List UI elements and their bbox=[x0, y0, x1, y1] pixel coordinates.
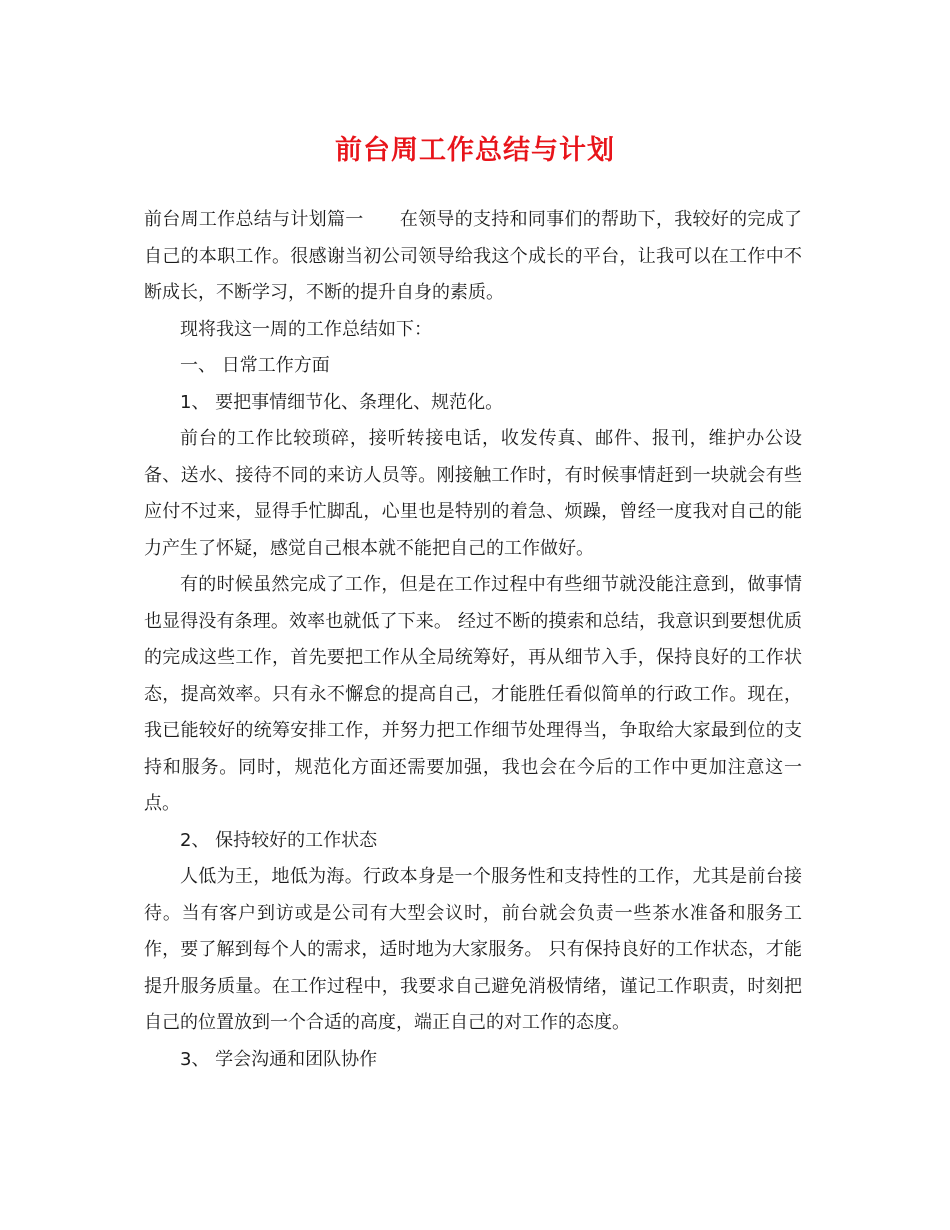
intro-text: 在领导的支持和同事们的帮助下，我较好的完成了自己的本职工作。很感谢当初公司领导给我这个成长的平台，让我可以在工作中不断成长，不断学习，不断的提升自身的素质。 bbox=[144, 209, 802, 303]
paragraph-front-desk-duties: 前台的工作比较琐碎，接听转接电话，收发传真、邮件、报刊，维护办公设备、送水、接待不同的来访人员等。刚接触工作时，有时候事情赶到一块就会有些应付不过来，显得手忙脚乱，心里也是特别的着急、烦躁，曾经一度我对自己的能力产生了怀疑，感觉自己根本就不能把自己的工作做好。 bbox=[144, 428, 802, 559]
intro-label: 前台周工作总结与计划篇一 bbox=[144, 209, 364, 230]
subheading-communication: 3、 学会沟通和团队协作 bbox=[180, 1048, 378, 1070]
section-heading-daily-work: 一、 日常工作方面 bbox=[180, 355, 330, 376]
document-title: 前台周工作总结与计划 bbox=[335, 135, 615, 166]
subheading-work-state: 2、 保持较好的工作状态 bbox=[180, 829, 378, 851]
summary-lead: 现将我这一周的工作总结如下： bbox=[180, 318, 432, 340]
subheading-detail: 1、 要把事情细节化、条理化、规范化。 bbox=[180, 391, 504, 413]
paragraph-efficiency: 有的时候虽然完成了工作，但是在工作过程中有些细节就没能注意到，做事情也显得没有条理。效率也就低了下来。 经过不断的摸索和总结，我意识到要想优质的完成这些工作，首先要把工作从全局统筹好，再从细节入手，保持良好的工作状态，提高效率。只有永不懈怠的提高自己，才能胜任看似简单的行政工作。现在，我已能较好的统筹安排工作，并努力把工作细节处理得当，争取给大家最到位的支持和服务。同时，规范化方面还需要加强，我也会在今后的工作中更加注意这一点。 bbox=[144, 574, 802, 814]
document-body bbox=[144, 202, 802, 1078]
paragraph-service: 人低为王，地低为海。行政本身是一个服务性和支持性的工作，尤其是前台接待。当有客户到访或是公司有大型会议时，前台就会负责一些茶水准备和服务工作，要了解到每个人的需求，适时地为大家服务。 只有保持良好的工作状态，才能提升服务质量。在工作过程中，我要求自己避免消极情绪，谨记工作职责，时刻把自己的位置放到一个合适的高度，端正自己的对工作的态度。 bbox=[144, 866, 802, 1033]
intro-paragraph bbox=[144, 202, 802, 312]
